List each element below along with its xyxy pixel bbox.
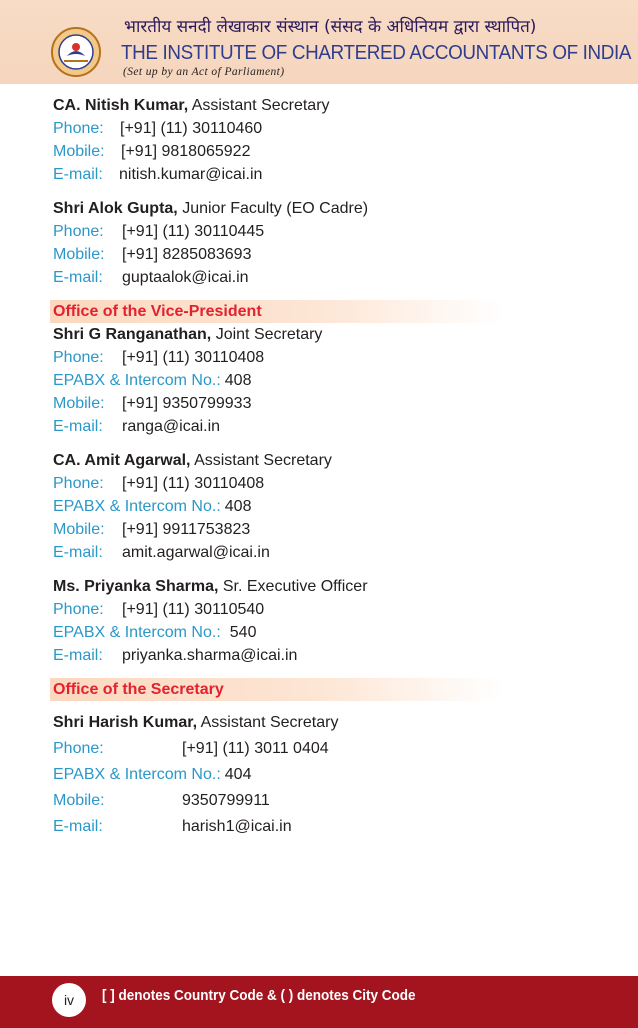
mobile-label: Mobile: (53, 143, 105, 160)
email-value: harish1@icai.in (182, 818, 292, 835)
phone-value: [+91] (11) 3011 0404 (182, 740, 329, 757)
phone-row (53, 220, 573, 243)
phone-label: Phone: (53, 740, 104, 757)
contact-card (53, 197, 573, 289)
contact-card (53, 323, 573, 438)
epabx-value: 408 (224, 372, 252, 389)
section-heading-vice-president (50, 300, 543, 323)
contact-card (53, 449, 573, 564)
phone-label: Phone: (53, 223, 104, 240)
phone-label: Phone: (53, 601, 104, 618)
epabx-value: 404 (224, 766, 252, 783)
epabx-label: EPABX & Intercom No.: (53, 766, 221, 783)
email-value: nitish.kumar@icai.in (119, 166, 263, 183)
phone-label: Phone: (53, 475, 104, 492)
contact-designation: Assistant Secretary (191, 97, 330, 114)
email-label: E-mail: (53, 544, 103, 561)
mobile-value: [+91] 9911753823 (122, 521, 251, 538)
email-label: E-mail: (53, 418, 103, 435)
contact-designation: Assistant Secretary (200, 714, 339, 731)
email-row (53, 415, 573, 438)
contact-name: Ms. Priyanka Sharma, (53, 578, 219, 595)
epabx-row (53, 495, 573, 518)
contact-directory (53, 94, 573, 841)
contact-name-row (53, 323, 573, 346)
contact-designation: Assistant Secretary (194, 452, 332, 469)
mobile-row (53, 518, 573, 541)
hindi-title: भारतीय सनदी लेखाकार संस्थान (संसद के अधिनियम द्वारा स्थापित) (124, 17, 537, 37)
email-label: E-mail: (53, 647, 103, 664)
mobile-label: Mobile: (53, 395, 105, 412)
page-number: iv (52, 983, 86, 1017)
email-value: amit.agarwal@icai.in (122, 544, 270, 561)
mobile-value: 9350799911 (182, 792, 270, 809)
section-heading-secretary (50, 678, 543, 701)
email-value: guptaalok@icai.in (122, 269, 249, 286)
contact-name: CA. Nitish Kumar, (53, 97, 189, 114)
contact-name-row (53, 449, 573, 472)
phone-value: [+91] (11) 30110445 (122, 223, 265, 240)
phone-value: [+91] (11) 30110460 (120, 120, 263, 137)
contact-name-row (53, 197, 573, 220)
email-value: ranga@icai.in (122, 418, 221, 435)
email-row (53, 163, 573, 186)
contact-designation: Junior Faculty (EO Cadre) (182, 200, 369, 217)
icai-logo-icon (50, 26, 102, 78)
section-title: Office of the Vice-President (53, 303, 262, 320)
email-row (53, 541, 573, 564)
phone-row (53, 346, 573, 369)
contact-card (53, 94, 573, 186)
mobile-row (53, 243, 573, 266)
epabx-label: EPABX & Intercom No.: (53, 372, 221, 389)
email-row (53, 266, 573, 289)
phone-row (53, 737, 573, 763)
contact-name: Shri Alok Gupta, (53, 200, 178, 217)
mobile-row (53, 392, 573, 415)
mobile-row (53, 140, 573, 163)
contact-card (53, 711, 573, 841)
contact-designation: Joint Secretary (215, 326, 323, 343)
mobile-label: Mobile: (53, 521, 105, 538)
footer-note: [ ] denotes Country Code & ( ) denotes City Code (102, 987, 416, 1004)
mobile-label: Mobile: (53, 246, 105, 263)
contact-name-row (53, 711, 573, 737)
contact-name-row (53, 94, 573, 117)
contact-designation: Sr. Executive Officer (222, 578, 368, 595)
epabx-label: EPABX & Intercom No.: (53, 624, 221, 641)
epabx-value: 408 (224, 498, 252, 515)
phone-value: [+91] (11) 30110408 (122, 349, 265, 366)
email-label: E-mail: (53, 166, 103, 183)
contact-name: Shri G Ranganathan, (53, 326, 212, 343)
email-value: priyanka.sharma@icai.in (122, 647, 298, 664)
contact-name: CA. Amit Agarwal, (53, 452, 191, 469)
email-label: E-mail: (53, 269, 103, 286)
phone-label: Phone: (53, 349, 104, 366)
phone-row (53, 472, 573, 495)
mobile-value: [+91] 9818065922 (121, 143, 251, 160)
contact-name-row (53, 575, 573, 598)
phone-row (53, 117, 573, 140)
phone-value: [+91] (11) 30110408 (122, 475, 265, 492)
page-header (0, 0, 638, 84)
institute-title: THE INSTITUTE OF CHARTERED ACCOUNTANTS OF INDIA (121, 41, 632, 64)
email-row (53, 644, 573, 667)
phone-row (53, 598, 573, 621)
phone-label: Phone: (53, 120, 104, 137)
email-label: E-mail: (53, 818, 103, 835)
mobile-row (53, 789, 573, 815)
epabx-value: 540 (229, 624, 257, 641)
mobile-value: [+91] 9350799933 (122, 395, 252, 412)
epabx-row (53, 763, 573, 789)
mobile-value: [+91] 8285083693 (122, 246, 252, 263)
contact-name: Shri Harish Kumar, (53, 714, 198, 731)
institute-subtitle: (Set up by an Act of Parliament) (123, 66, 285, 78)
phone-value: [+91] (11) 30110540 (122, 601, 265, 618)
section-title: Office of the Secretary (53, 681, 224, 698)
contact-card (53, 575, 573, 667)
epabx-row (53, 621, 573, 644)
epabx-label: EPABX & Intercom No.: (53, 498, 221, 515)
email-row (53, 815, 573, 841)
epabx-row (53, 369, 573, 392)
mobile-label: Mobile: (53, 792, 105, 809)
